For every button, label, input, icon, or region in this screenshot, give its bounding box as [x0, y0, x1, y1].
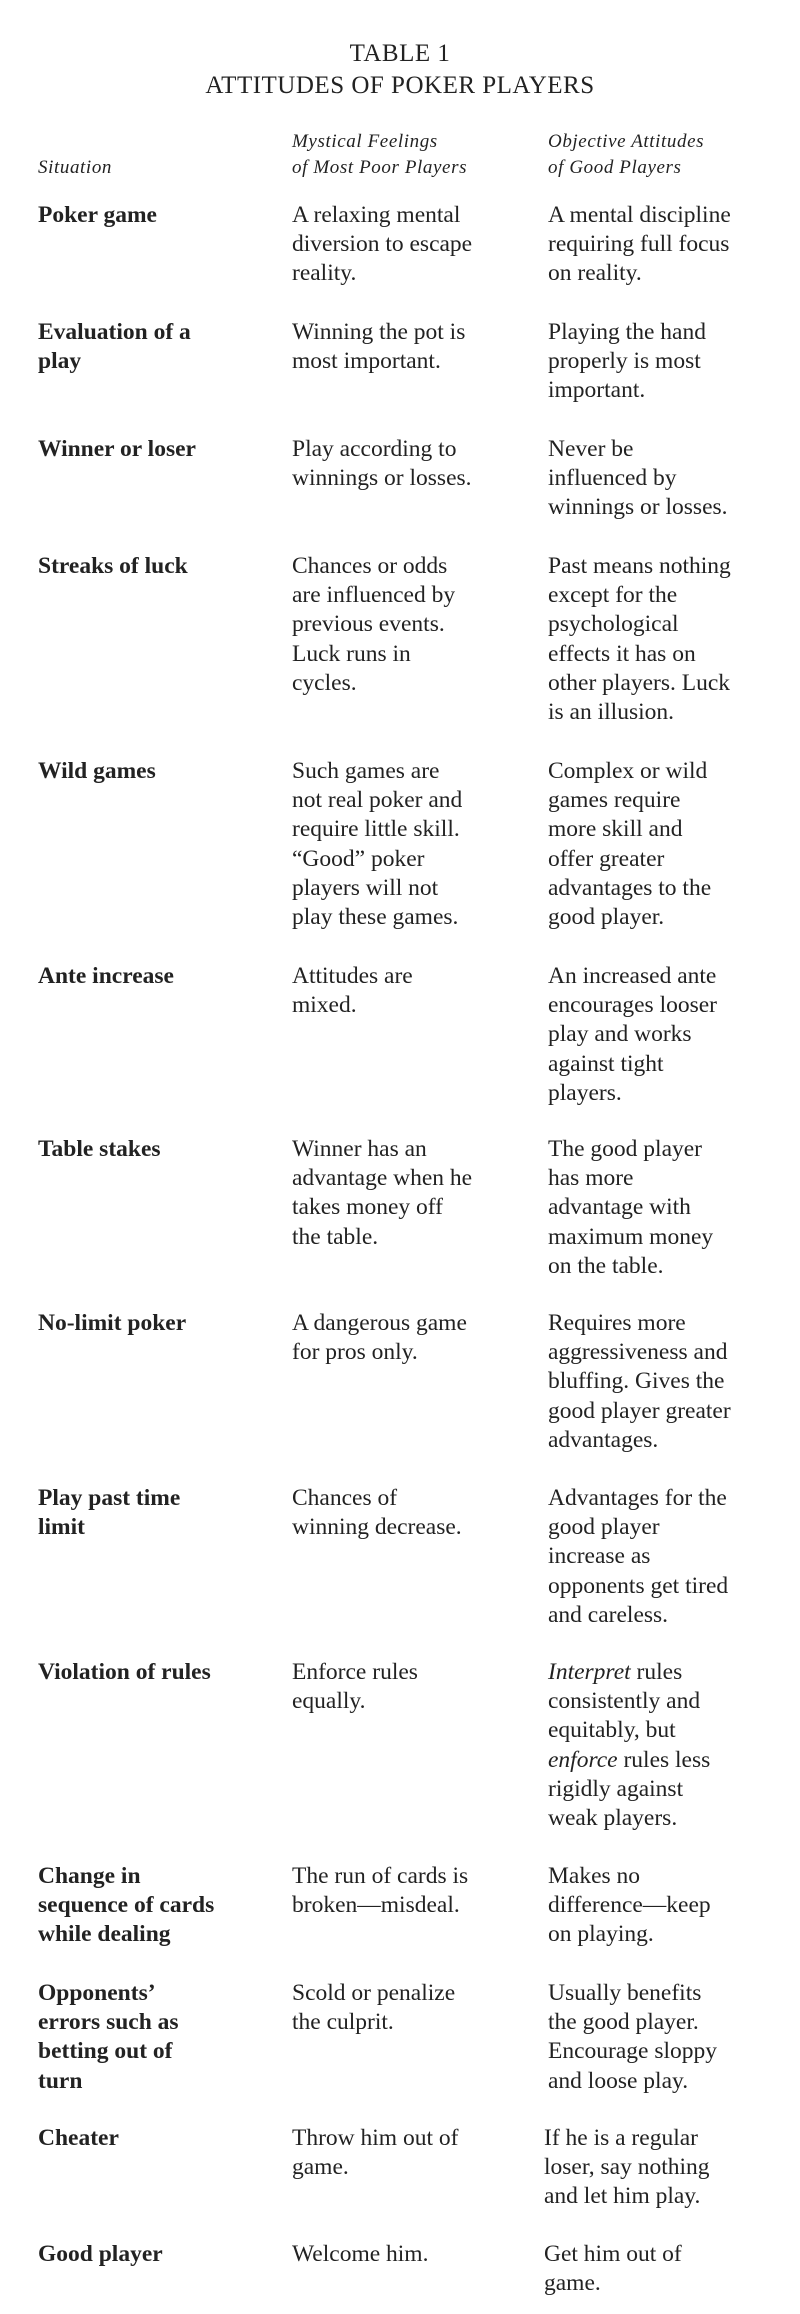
header-objective [548, 129, 704, 181]
header-mystical-line: of Most Poor Players [292, 157, 468, 178]
situation-line: Poker game [38, 202, 157, 228]
objective-line: The good player [548, 1136, 703, 1162]
situation-line: sequence of cards [38, 1892, 215, 1919]
situation-line: errors such as [38, 2009, 179, 2036]
mystical-line: players will not [292, 874, 439, 901]
mystical-cell [292, 962, 532, 1020]
situation-cell [38, 1484, 278, 1542]
situation-cell [38, 435, 278, 464]
emphasis-interpret: Interpret [548, 1659, 631, 1685]
mystical-line: are influenced by [292, 582, 456, 609]
mystical-line: Such games are [292, 758, 440, 784]
mystical-line: Throw him out of [292, 2125, 459, 2151]
situation-line: Wild games [38, 758, 156, 784]
mystical-line: broken—misdeal. [292, 1892, 460, 1919]
mystical-line: not real poker and [292, 787, 463, 814]
objective-line: games require [548, 787, 681, 814]
objective-line: properly is most [548, 348, 701, 375]
mystical-line: Winner has an [292, 1136, 427, 1162]
mystical-line: previous events. [292, 611, 445, 638]
mystical-line: game. [292, 2154, 349, 2181]
table-number: TABLE 1 [349, 40, 451, 67]
objective-line: weak players. [548, 1805, 678, 1832]
objective-line: game. [544, 2270, 601, 2297]
objective-line: bluffing. Gives the [548, 1368, 725, 1395]
situation-line: Winner or loser [38, 436, 196, 462]
situation-cell [38, 1862, 278, 1950]
mystical-line: takes money off [292, 1194, 443, 1221]
mystical-cell [292, 201, 532, 289]
header-objective-line: Objective Attitudes [548, 131, 705, 152]
objective-line: on the table. [548, 1252, 664, 1279]
objective-line: on playing. [548, 1921, 654, 1948]
objective-line: difference—keep [548, 1892, 711, 1919]
objective-line: maximum money [548, 1223, 714, 1250]
situation-line: play [38, 348, 82, 375]
objective-line: and let him play. [544, 2183, 701, 2210]
objective-line: Encourage sloppy [548, 2038, 718, 2065]
objective-line: and loose play. [548, 2067, 689, 2094]
objective-line [548, 1658, 788, 1687]
mystical-line: Attitudes are [292, 963, 413, 989]
situation-cell [38, 962, 278, 991]
mystical-line: Chances of [292, 1485, 398, 1511]
mystical-line: mixed. [292, 992, 357, 1019]
situation-line: while dealing [38, 1921, 171, 1948]
objective-cell [548, 1309, 788, 1455]
mystical-line: advantage when he [292, 1165, 473, 1192]
objective-line: Requires more [548, 1310, 686, 1336]
objective-line: effects it has on [548, 640, 696, 667]
objective-cell [548, 552, 788, 727]
mystical-line: most important. [292, 348, 441, 375]
situation-cell [38, 1979, 278, 2096]
objective-line: opponents get tired [548, 1572, 729, 1599]
objective-cell [548, 201, 788, 289]
mystical-cell [292, 1309, 532, 1367]
objective-cell [548, 1658, 788, 1833]
mystical-cell [292, 1658, 532, 1716]
objective-cell [548, 757, 788, 932]
mystical-line: Chances or odds [292, 553, 448, 579]
situation-cell [38, 552, 278, 581]
situation-cell [38, 318, 278, 376]
objective-line: Past means nothing [548, 553, 731, 579]
situation-line: Play past time [38, 1485, 181, 1511]
mystical-line: winnings or losses. [292, 465, 472, 492]
mystical-line: Play according to [292, 436, 457, 462]
situation-cell [38, 2124, 278, 2153]
mystical-cell [292, 757, 532, 932]
objective-line: offer greater [548, 845, 665, 872]
situation-line: turn [38, 2067, 83, 2094]
objective-line: advantages to the [548, 874, 712, 901]
objective-line: encourages looser [548, 992, 717, 1019]
objective-cell [548, 1979, 788, 2096]
situation-line: Evaluation of a [38, 319, 191, 345]
mystical-line: “Good” poker [292, 845, 425, 872]
objective-line: requiring full focus [548, 231, 730, 258]
mystical-line: play these games. [292, 904, 459, 931]
objective-line: and careless. [548, 1601, 669, 1628]
objective-cell [548, 435, 788, 523]
mystical-cell [292, 1979, 532, 2037]
mystical-cell [292, 2124, 532, 2182]
objective-line: A mental discipline [548, 202, 731, 228]
situation-line: betting out of [38, 2038, 173, 2065]
objective-line: Complex or wild [548, 758, 708, 784]
objective-line: Advantages for the [548, 1485, 727, 1511]
mystical-line: the table. [292, 1223, 379, 1250]
objective-line: rigidly against [548, 1775, 684, 1802]
objective-line: loser, say nothing [544, 2154, 710, 2181]
mystical-cell [292, 1484, 532, 1542]
mystical-cell [292, 2240, 532, 2269]
mystical-line: A relaxing mental [292, 202, 461, 228]
situation-line: Good player [38, 2241, 163, 2267]
objective-line: An increased ante [548, 963, 717, 989]
objective-line: increase as [548, 1543, 651, 1570]
mystical-cell [292, 318, 532, 376]
situation-cell [38, 757, 278, 786]
mystical-cell [292, 552, 532, 698]
mystical-line: reality. [292, 260, 357, 287]
objective-line: equitably, but [548, 1717, 676, 1744]
objective-line: Usually benefits [548, 1980, 702, 2006]
header-situation: Situation [38, 157, 113, 178]
header-objective-line: of Good Players [548, 157, 682, 178]
objective-line: consistently and [548, 1688, 701, 1715]
mystical-cell [292, 435, 532, 493]
mystical-line: A dangerous game [292, 1310, 467, 1336]
table-title-block [0, 38, 800, 102]
mystical-line: equally. [292, 1688, 366, 1715]
objective-line: aggressiveness and [548, 1339, 728, 1366]
objective-line: Never be [548, 436, 634, 462]
objective-line: Get him out of [544, 2241, 682, 2267]
objective-line: good player greater [548, 1397, 731, 1424]
objective-line: other players. Luck [548, 669, 731, 696]
objective-line: more skill and [548, 816, 683, 843]
mystical-line: Enforce rules [292, 1659, 418, 1685]
mystical-line: diversion to escape [292, 231, 473, 258]
mystical-line: require little skill. [292, 816, 460, 843]
objective-cell [548, 1484, 788, 1630]
situation-line: Violation of rules [38, 1659, 211, 1685]
objective-line: against tight [548, 1050, 664, 1077]
mystical-line: the culprit. [292, 2009, 394, 2036]
situation-line: limit [38, 1514, 85, 1541]
objective-cell [544, 2240, 784, 2298]
objective-line: good player [548, 1514, 660, 1541]
situation-line: Cheater [38, 2125, 119, 2151]
mystical-line: winning decrease. [292, 1514, 462, 1541]
objective-line: the good player. [548, 2009, 699, 2036]
situation-cell [38, 1658, 278, 1687]
objective-line: Makes no [548, 1863, 641, 1889]
objective-line: psychological [548, 611, 679, 638]
situation-cell [38, 201, 278, 230]
objective-cell [548, 1862, 788, 1950]
mystical-line: Scold or penalize [292, 1980, 456, 2006]
objective-line: is an illusion. [548, 699, 674, 726]
mystical-cell [292, 1135, 532, 1252]
objective-line-rest: rules [630, 1659, 683, 1685]
situation-cell [38, 2240, 278, 2269]
objective-cell [548, 318, 788, 406]
situation-line: No-limit poker [38, 1310, 187, 1336]
mystical-line: cycles. [292, 669, 357, 696]
objective-cell [548, 1135, 788, 1281]
objective-line: advantages. [548, 1426, 659, 1453]
situation-cell [38, 1309, 278, 1338]
objective-line: has more [548, 1165, 634, 1192]
objective-line: winnings or losses. [548, 494, 728, 521]
objective-line: If he is a regular [544, 2125, 698, 2151]
objective-line: on reality. [548, 260, 642, 287]
table-title: ATTITUDES OF POKER PLAYERS [205, 72, 595, 99]
header-mystical-line: Mystical Feelings [292, 131, 438, 152]
mystical-line: Welcome him. [292, 2241, 429, 2267]
mystical-cell [292, 1862, 532, 1920]
mystical-line: for pros only. [292, 1339, 418, 1366]
objective-cell [544, 2124, 784, 2212]
situation-line: Streaks of luck [38, 553, 188, 579]
objective-line [548, 1746, 788, 1775]
mystical-line: The run of cards is [292, 1863, 469, 1889]
objective-line-rest: rules less [617, 1746, 711, 1773]
header-mystical [292, 129, 467, 181]
objective-line: advantage with [548, 1194, 691, 1221]
objective-line: good player. [548, 904, 665, 931]
objective-line: important. [548, 377, 646, 404]
objective-line: Playing the hand [548, 319, 706, 345]
objective-line: except for the [548, 582, 678, 609]
situation-cell [38, 1135, 278, 1164]
mystical-line: Luck runs in [292, 640, 411, 667]
situation-line: Ante increase [38, 963, 174, 989]
objective-line: players. [548, 1079, 622, 1106]
situation-line: Change in [38, 1863, 141, 1889]
mystical-line: Winning the pot is [292, 319, 466, 345]
objective-cell [548, 962, 788, 1108]
situation-line: Table stakes [38, 1136, 161, 1162]
objective-line: play and works [548, 1021, 692, 1048]
emphasis-enforce: enforce [548, 1746, 618, 1773]
situation-line: Opponents’ [38, 1980, 156, 2006]
objective-line: influenced by [548, 465, 677, 492]
